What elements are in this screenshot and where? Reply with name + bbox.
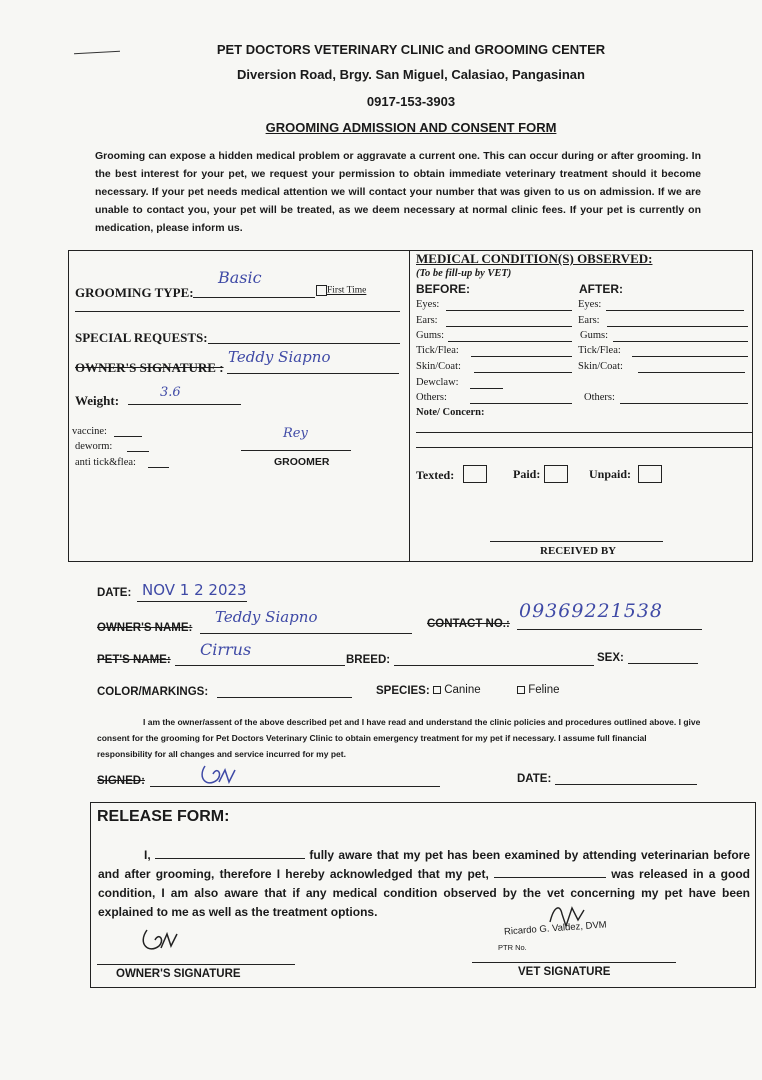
anti-tick-label: anti tick&flea: (75, 457, 136, 468)
groomer-signature: Rey (283, 426, 308, 441)
groomer-signature-line (241, 450, 351, 451)
grooming-type-label: GROOMING TYPE: (75, 285, 194, 300)
ptr-label: PTR No. (498, 943, 527, 952)
paid-checkbox[interactable] (544, 465, 568, 483)
signed-date-label: DATE: (517, 773, 552, 785)
first-time-option[interactable] (316, 285, 366, 296)
grooming-type-line (193, 297, 315, 298)
special-requests-field[interactable] (208, 343, 400, 344)
contact-field[interactable]: 09369221538 (519, 600, 663, 622)
before-item-field[interactable] (470, 403, 572, 404)
feline-checkbox[interactable] (517, 686, 525, 694)
species-label: SPECIES: (376, 685, 430, 697)
before-item-label: Gums: (416, 330, 445, 341)
species-feline-option[interactable] (517, 684, 560, 696)
after-item-field[interactable] (606, 310, 744, 311)
date-field[interactable]: NOV 1 2 2023 (142, 581, 247, 599)
release-pet-name-field[interactable] (494, 865, 606, 878)
release-p2: fully aware that my pet has been examined by attending veterinarian before and after grooming, therefore I hereby acknowledged that my pet, (98, 848, 750, 881)
texted-label: Texted: (416, 468, 455, 482)
breed-label: BREED: (346, 654, 391, 666)
before-item-label: Tick/Flea: (416, 345, 459, 356)
sex-field[interactable] (628, 663, 698, 664)
before-item-field[interactable] (471, 356, 572, 357)
date-line (137, 601, 247, 602)
clinic-phone: 0917-153-3903 (366, 94, 456, 109)
unpaid-checkbox[interactable] (638, 465, 662, 483)
before-item-label: Skin/Coat: (416, 361, 461, 372)
after-item-field[interactable] (613, 341, 748, 342)
clinic-name: PET DOCTORS VETERINARY CLINIC and GROOMING CENTER (216, 42, 606, 57)
release-owner-signature-scribble (135, 922, 185, 958)
medical-subtitle: (To be fill-up by VET) (416, 268, 512, 279)
after-item-label: Others: (584, 392, 615, 403)
after-label: AFTER: (579, 282, 623, 296)
pet-name-line (175, 665, 345, 666)
before-item-field[interactable] (446, 326, 572, 327)
color-field[interactable] (217, 697, 352, 698)
note-line-2[interactable] (416, 447, 752, 448)
sex-label: SEX: (597, 652, 624, 664)
before-item-field[interactable] (470, 388, 503, 389)
after-item-label: Ears: (578, 315, 600, 326)
special-requests-label: SPECIAL REQUESTS: (75, 330, 208, 345)
after-item-field[interactable] (638, 372, 745, 373)
pet-name-field[interactable]: Cirrus (200, 640, 252, 659)
release-owner-signature-label: OWNER'S SIGNATURE (116, 968, 241, 980)
grooming-type-field[interactable]: Basic (218, 268, 262, 287)
vet-signature-label: VET SIGNATURE (518, 966, 611, 978)
after-item-field[interactable] (607, 326, 748, 327)
owner-name-label: OWNER'S NAME: (97, 622, 193, 634)
deworm-field[interactable] (127, 451, 149, 452)
consent-text: I am the owner/assent of the above described pet and I have read and understand the clinic policies and procedures outlined above. I give consent for the grooming for Pet Doctors Veterinary Clinic to obtain emergency treatment for my pet if necessary. I assume full financial responsibility for all changes and service incurred for my pet. (97, 717, 701, 759)
weight-label: Weight: (75, 393, 120, 408)
after-item-label: Gums: (580, 330, 609, 341)
pet-name-label: PET'S NAME: (97, 654, 171, 666)
texted-checkbox[interactable] (463, 465, 487, 483)
canine-checkbox[interactable] (433, 686, 441, 694)
anti-tick-field[interactable] (148, 467, 169, 468)
before-item-label: Eyes: (416, 299, 440, 310)
before-item-field[interactable] (474, 372, 572, 373)
intro-paragraph: Grooming can expose a hidden medical problem or aggravate a current one. This can occur during or after grooming. In the best interest for your pet, we request your permission to obtain immediate veterinary treatment should it become necessary. If your pet needs medical attention we will contact your number that was given to us on admission. If we are unable to contact you, your pet will be treated, as we deem necessary at normal clinic fees. If your pet is currently on medication, please inform us. (95, 150, 701, 234)
form-title: GROOMING ADMISSION AND CONSENT FORM (265, 120, 557, 135)
clinic-address: Diversion Road, Brgy. San Miguel, Calasiao, Pangasinan (237, 67, 585, 82)
owner-signature-line (227, 373, 399, 374)
vet-signature-line[interactable] (472, 962, 676, 963)
before-label: BEFORE: (416, 282, 470, 296)
contact-line (517, 629, 702, 630)
date-label: DATE: (97, 587, 132, 599)
after-item-label: Tick/Flea: (578, 345, 621, 356)
after-item-label: Skin/Coat: (578, 361, 623, 372)
received-by-line[interactable] (490, 541, 663, 542)
owner-name-line (200, 633, 412, 634)
owner-signature-scribble (195, 760, 245, 790)
vaccine-label: vaccine: (72, 426, 107, 437)
before-item-label: Dewclaw: (416, 377, 459, 388)
owner-signature-field[interactable]: Teddy Siapno (228, 348, 331, 366)
first-time-label: First Time (327, 285, 367, 296)
breed-field[interactable] (394, 665, 594, 666)
note-label: Note/ Concern: (416, 407, 485, 418)
weight-field[interactable]: 3.6 (160, 385, 181, 400)
release-owner-signature-line[interactable] (97, 964, 295, 965)
species-canine-option[interactable] (433, 684, 481, 696)
contact-label: CONTACT NO.: (427, 618, 510, 630)
release-paragraph (98, 846, 750, 922)
note-line-1[interactable] (416, 432, 752, 433)
consent-paragraph (97, 714, 703, 762)
color-label: COLOR/MARKINGS: (97, 686, 209, 698)
after-item-field[interactable] (632, 356, 748, 357)
release-owner-name-field[interactable] (155, 846, 305, 859)
feline-label: Feline (528, 684, 560, 696)
vet-name-stamp: Ricardo G. Valdez, DVM (503, 919, 608, 938)
release-p3: was released in a good condition, I am also aware that if any medical condition observed by the vet concerning my pet have been explained to me as well as the treatment options. (98, 867, 750, 919)
deworm-label: deworm: (75, 441, 113, 452)
owner-signature-label: OWNER'S SIGNATURE : (75, 360, 224, 375)
canine-label: Canine (444, 684, 481, 696)
before-item-label: Others: (416, 392, 447, 403)
medical-title: MEDICAL CONDITION(S) OBSERVED: (416, 251, 653, 266)
before-item-field[interactable] (446, 310, 572, 311)
weight-line (128, 404, 241, 405)
owner-name-field[interactable]: Teddy Siapno (215, 608, 318, 626)
signed-date-field[interactable] (555, 784, 697, 785)
signed-label: SIGNED: (97, 775, 145, 787)
release-p1: I, (144, 848, 151, 862)
divider-line (75, 311, 400, 312)
after-item-field[interactable] (620, 403, 748, 404)
after-item-label: Eyes: (578, 299, 602, 310)
groomer-label: GROOMER (274, 456, 330, 468)
before-item-label: Ears: (416, 315, 438, 326)
release-title: RELEASE FORM: (97, 808, 230, 825)
vaccine-field[interactable] (114, 436, 142, 437)
first-time-checkbox[interactable] (316, 285, 327, 296)
unpaid-label: Unpaid: (589, 467, 632, 481)
signed-line[interactable] (150, 786, 440, 787)
received-by-label: RECEIVED BY (540, 545, 617, 557)
before-item-field[interactable] (448, 341, 572, 342)
paid-label: Paid: (513, 467, 541, 481)
section-divider (409, 250, 410, 562)
